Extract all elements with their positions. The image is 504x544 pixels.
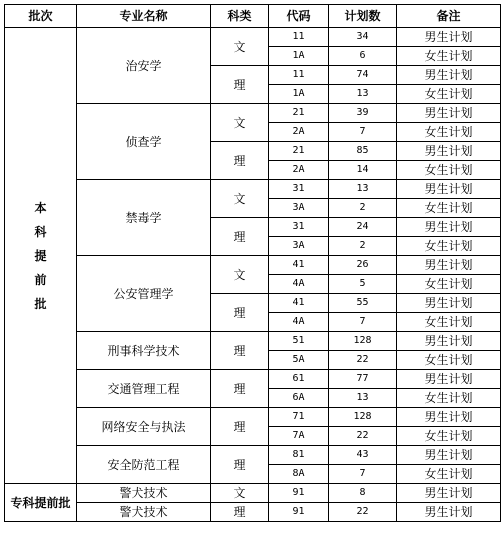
major-name-cell: 禁毒学 (77, 180, 211, 256)
table-body (5, 28, 501, 522)
plan-count-cell: 22 (329, 503, 397, 522)
plan-count-cell: 128 (329, 332, 397, 351)
code-cell: 21 (269, 104, 329, 123)
plan-count-cell: 2 (329, 199, 397, 218)
note-cell: 女生计划 (397, 351, 501, 370)
header-track: 科类 (211, 5, 269, 28)
major-name-cell: 侦查学 (77, 104, 211, 180)
code-cell: 11 (269, 28, 329, 47)
major-name-cell: 安全防范工程 (77, 446, 211, 484)
note-cell: 女生计划 (397, 427, 501, 446)
major-name-cell: 警犬技术 (77, 484, 211, 503)
plan-count-cell: 5 (329, 275, 397, 294)
plan-count-cell: 22 (329, 427, 397, 446)
note-cell: 男生计划 (397, 294, 501, 313)
plan-count-cell: 55 (329, 294, 397, 313)
batch-label: 专科提前批 (10, 495, 71, 510)
note-cell: 女生计划 (397, 275, 501, 294)
plan-count-cell: 2 (329, 237, 397, 256)
code-cell: 1A (269, 85, 329, 104)
note-cell: 男生计划 (397, 28, 501, 47)
table-row (5, 28, 501, 47)
code-cell: 51 (269, 332, 329, 351)
code-cell: 7A (269, 427, 329, 446)
enrollment-plan-table (4, 4, 501, 522)
code-cell: 91 (269, 503, 329, 522)
code-cell: 2A (269, 161, 329, 180)
code-cell: 41 (269, 256, 329, 275)
enrollment-plan-table-container (4, 4, 501, 522)
table-row (5, 446, 501, 465)
track-cell: 理 (211, 332, 269, 370)
header-batch: 批次 (5, 5, 77, 28)
table-row (5, 180, 501, 199)
note-cell: 男生计划 (397, 66, 501, 85)
track-cell: 文 (211, 256, 269, 294)
track-cell: 理 (211, 218, 269, 256)
code-cell: 11 (269, 66, 329, 85)
note-cell: 男生计划 (397, 484, 501, 503)
plan-count-cell: 43 (329, 446, 397, 465)
plan-count-cell: 7 (329, 313, 397, 332)
code-cell: 5A (269, 351, 329, 370)
code-cell: 81 (269, 446, 329, 465)
code-cell: 71 (269, 408, 329, 427)
note-cell: 男生计划 (397, 332, 501, 351)
note-cell: 女生计划 (397, 199, 501, 218)
track-cell: 文 (211, 104, 269, 142)
table-row (5, 256, 501, 275)
note-cell: 女生计划 (397, 47, 501, 66)
code-cell: 31 (269, 180, 329, 199)
batch-cell (5, 484, 77, 522)
plan-count-cell: 7 (329, 465, 397, 484)
table-row (5, 484, 501, 503)
plan-count-cell: 14 (329, 161, 397, 180)
track-cell: 理 (211, 142, 269, 180)
note-cell: 女生计划 (397, 465, 501, 484)
batch-cell (5, 28, 77, 484)
code-cell: 61 (269, 370, 329, 389)
plan-count-cell: 13 (329, 85, 397, 104)
code-cell: 41 (269, 294, 329, 313)
code-cell: 21 (269, 142, 329, 161)
major-name-cell: 治安学 (77, 28, 211, 104)
plan-count-cell: 13 (329, 180, 397, 199)
track-cell: 理 (211, 446, 269, 484)
major-name-cell: 公安管理学 (77, 256, 211, 332)
plan-count-cell: 8 (329, 484, 397, 503)
table-row (5, 370, 501, 389)
header-major: 专业名称 (77, 5, 211, 28)
note-cell: 女生计划 (397, 123, 501, 142)
header-note: 备注 (397, 5, 501, 28)
note-cell: 男生计划 (397, 180, 501, 199)
code-cell: 8A (269, 465, 329, 484)
note-cell: 男生计划 (397, 142, 501, 161)
note-cell: 女生计划 (397, 237, 501, 256)
track-cell: 文 (211, 180, 269, 218)
plan-count-cell: 7 (329, 123, 397, 142)
plan-count-cell: 6 (329, 47, 397, 66)
major-name-cell: 网络安全与执法 (77, 408, 211, 446)
header-code: 代码 (269, 5, 329, 28)
code-cell: 1A (269, 47, 329, 66)
note-cell: 男生计划 (397, 104, 501, 123)
plan-count-cell: 74 (329, 66, 397, 85)
note-cell: 男生计划 (397, 218, 501, 237)
note-cell: 男生计划 (397, 446, 501, 465)
header-row (5, 5, 501, 28)
plan-count-cell: 13 (329, 389, 397, 408)
plan-count-cell: 34 (329, 28, 397, 47)
table-row (5, 503, 501, 522)
track-cell: 理 (211, 66, 269, 104)
code-cell: 6A (269, 389, 329, 408)
table-row (5, 332, 501, 351)
plan-count-cell: 24 (329, 218, 397, 237)
track-cell: 理 (211, 408, 269, 446)
plan-count-cell: 22 (329, 351, 397, 370)
code-cell: 4A (269, 275, 329, 294)
plan-count-cell: 39 (329, 104, 397, 123)
plan-count-cell: 85 (329, 142, 397, 161)
note-cell: 男生计划 (397, 408, 501, 427)
major-name-cell: 刑事科学技术 (77, 332, 211, 370)
track-cell: 理 (211, 370, 269, 408)
code-cell: 3A (269, 237, 329, 256)
code-cell: 2A (269, 123, 329, 142)
plan-count-cell: 128 (329, 408, 397, 427)
track-cell: 文 (211, 484, 269, 503)
note-cell: 女生计划 (397, 85, 501, 104)
plan-count-cell: 77 (329, 370, 397, 389)
code-cell: 31 (269, 218, 329, 237)
note-cell: 女生计划 (397, 161, 501, 180)
table-row (5, 104, 501, 123)
note-cell: 男生计划 (397, 370, 501, 389)
track-cell: 文 (211, 28, 269, 66)
major-name-cell: 警犬技术 (77, 503, 211, 522)
code-cell: 4A (269, 313, 329, 332)
code-cell: 3A (269, 199, 329, 218)
table-row (5, 408, 501, 427)
note-cell: 男生计划 (397, 503, 501, 522)
header-plan: 计划数 (329, 5, 397, 28)
note-cell: 男生计划 (397, 256, 501, 275)
note-cell: 女生计划 (397, 389, 501, 408)
major-name-cell: 交通管理工程 (77, 370, 211, 408)
track-cell: 理 (211, 294, 269, 332)
note-cell: 女生计划 (397, 313, 501, 332)
code-cell: 91 (269, 484, 329, 503)
batch-label: 本科提前批 (34, 200, 47, 311)
plan-count-cell: 26 (329, 256, 397, 275)
track-cell: 理 (211, 503, 269, 522)
